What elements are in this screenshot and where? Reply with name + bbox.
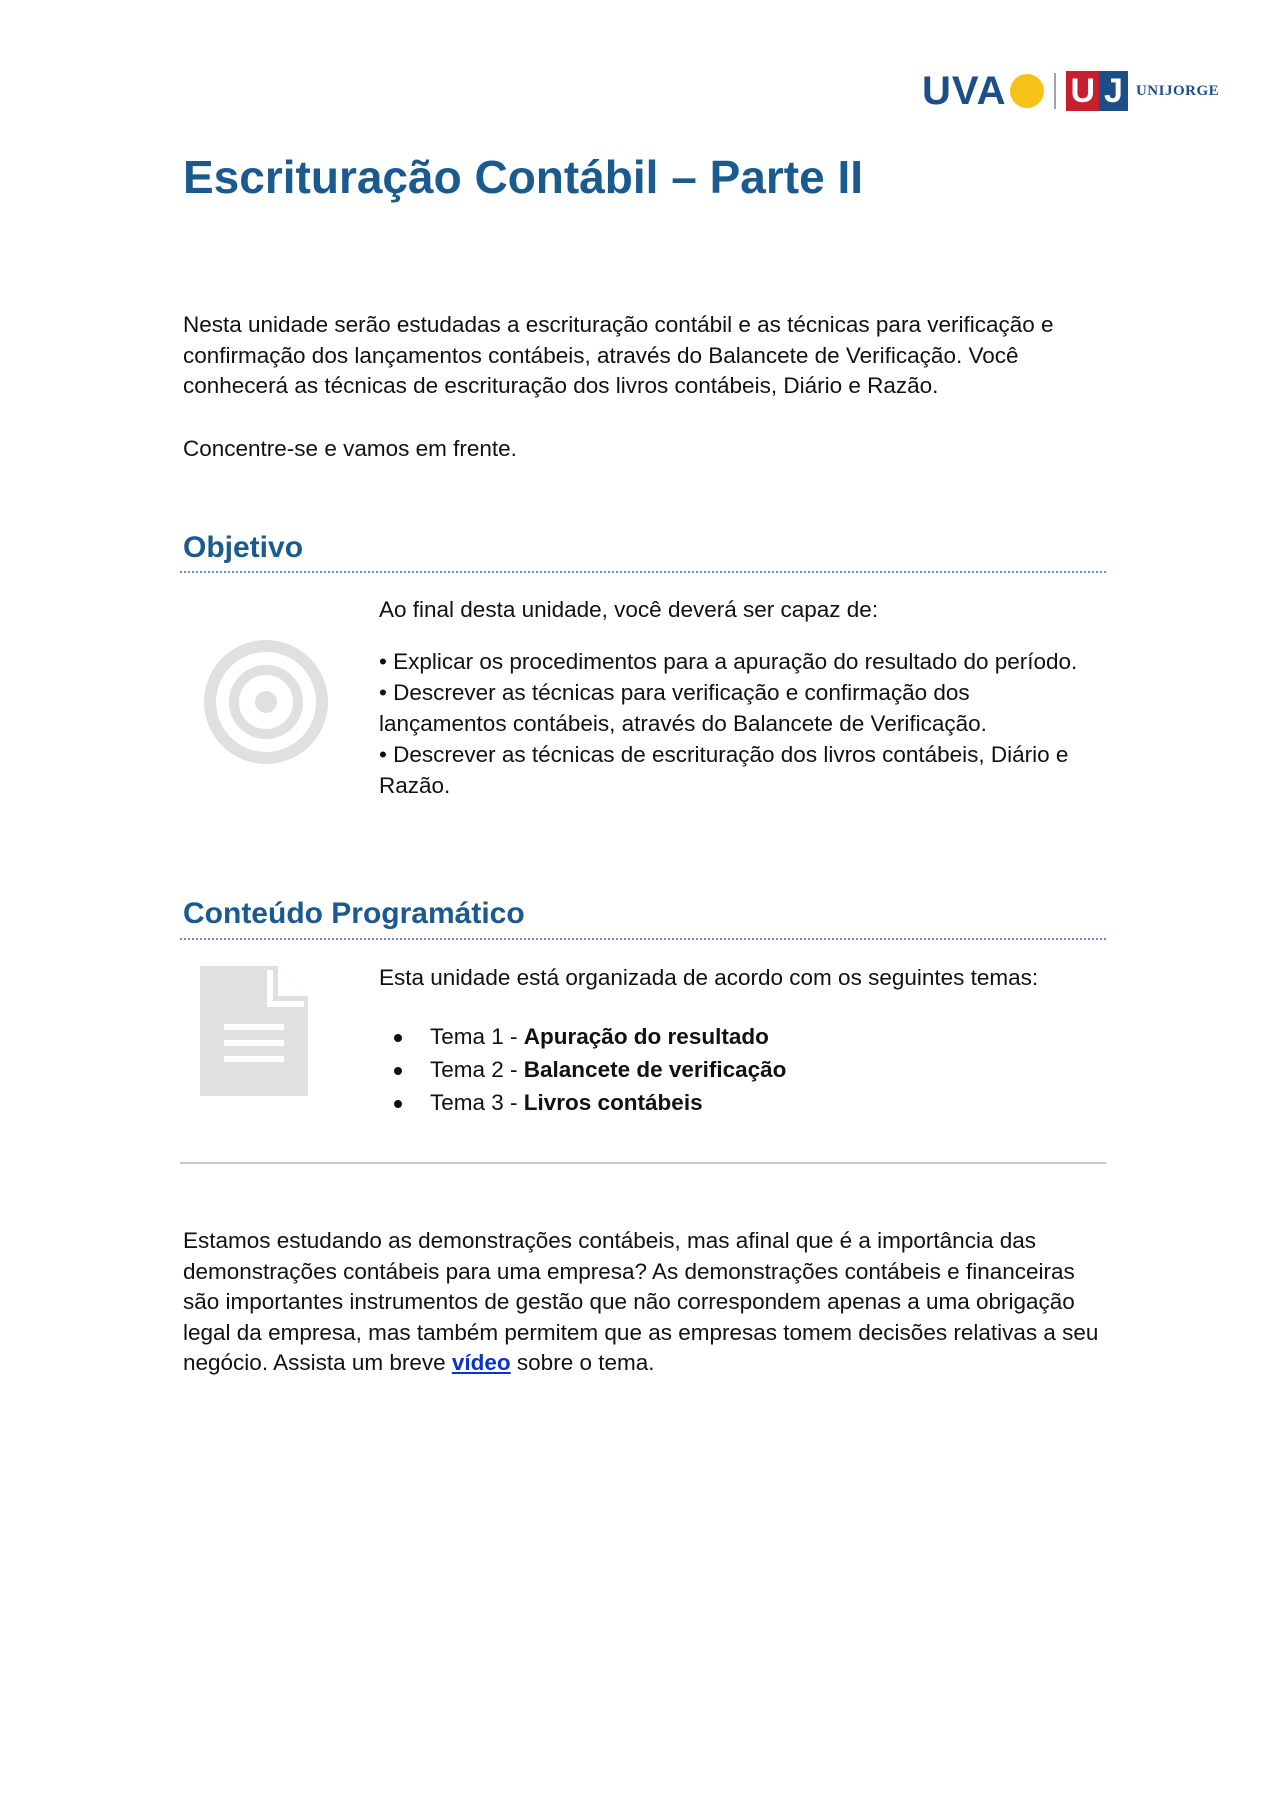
closing-text-after: sobre o tema. (510, 1350, 655, 1375)
tema-name: Balancete de verificação (523, 1057, 787, 1082)
closing-text-before: Estamos estudando as demonstrações contábeis, mas afinal que é a importância das demonstrações contábeis para uma empresa? As demonstrações contábeis e financeiras são importantes instrumentos de gestão que não correspondem apenas a uma obrigação legal da empresa, mas também permitem que as empresas tomem decisões relativas a seu negócio. Assista um breve (183, 1228, 1099, 1375)
bullet-icon (394, 1100, 402, 1108)
logo-unijorge-text: UNIJORGE (1135, 82, 1220, 99)
conteudo-divider (180, 938, 1106, 940)
conteudo-lead: Esta unidade está organizada de acordo com os seguintes temas: (379, 965, 1039, 990)
tema-item (379, 1053, 786, 1086)
objetivo-item: • Explicar os procedimentos para a apuração do resultado do período. (379, 649, 1078, 674)
tema-name: Livros contábeis (523, 1090, 703, 1115)
logo-uj-u: U (1066, 71, 1099, 111)
header-logo (922, 66, 1219, 116)
target-icon (204, 640, 328, 764)
tema-prefix: Tema 3 - (430, 1090, 524, 1115)
bullet-icon (394, 1034, 402, 1042)
logo-uj-j: J (1099, 71, 1128, 111)
objetivo-divider (180, 571, 1106, 573)
conteudo-heading: Conteúdo Programático (183, 897, 525, 930)
document-icon (200, 966, 312, 1096)
objetivo-item: • Descrever as técnicas de escrituração dos livros contábeis, Diário e Razão. (379, 742, 1069, 798)
tema-item (379, 1086, 786, 1119)
tema-name: Apuração do resultado (523, 1024, 769, 1049)
concentre-paragraph: Concentre-se e vamos em frente. (183, 436, 517, 461)
logo-sun-dot (1010, 74, 1044, 108)
bullet-icon (394, 1067, 402, 1075)
video-link[interactable]: vídeo (451, 1350, 511, 1375)
objetivo-heading: Objetivo (183, 531, 304, 564)
section-divider (180, 1162, 1106, 1164)
page-title: Escrituração Contábil – Parte II (183, 151, 864, 203)
logo-separator (1054, 73, 1056, 109)
logo-uj (1066, 71, 1127, 111)
objetivo-lead: Ao final desta unidade, você deverá ser capaz de: (379, 597, 879, 622)
intro-paragraph: Nesta unidade serão estudadas a escrituração contábil e as técnicas para verificação e confirmação dos lançamentos contábeis, através do Balancete de Verificação. Você conhecerá as técnicas de escrituração dos livros contábeis, Diário e Razão. (183, 312, 1054, 398)
closing-paragraph (183, 1226, 1113, 1379)
objetivo-list (379, 646, 1099, 801)
tema-prefix: Tema 2 - (430, 1057, 524, 1082)
logo-uva-text: UVA (922, 69, 1007, 113)
tema-list (379, 1020, 786, 1119)
tema-item (379, 1020, 786, 1053)
objetivo-item: • Descrever as técnicas para verificação e confirmação dos lançamentos contábeis, através do Balancete de Verificação. (379, 680, 987, 736)
tema-prefix: Tema 1 - (430, 1024, 524, 1049)
